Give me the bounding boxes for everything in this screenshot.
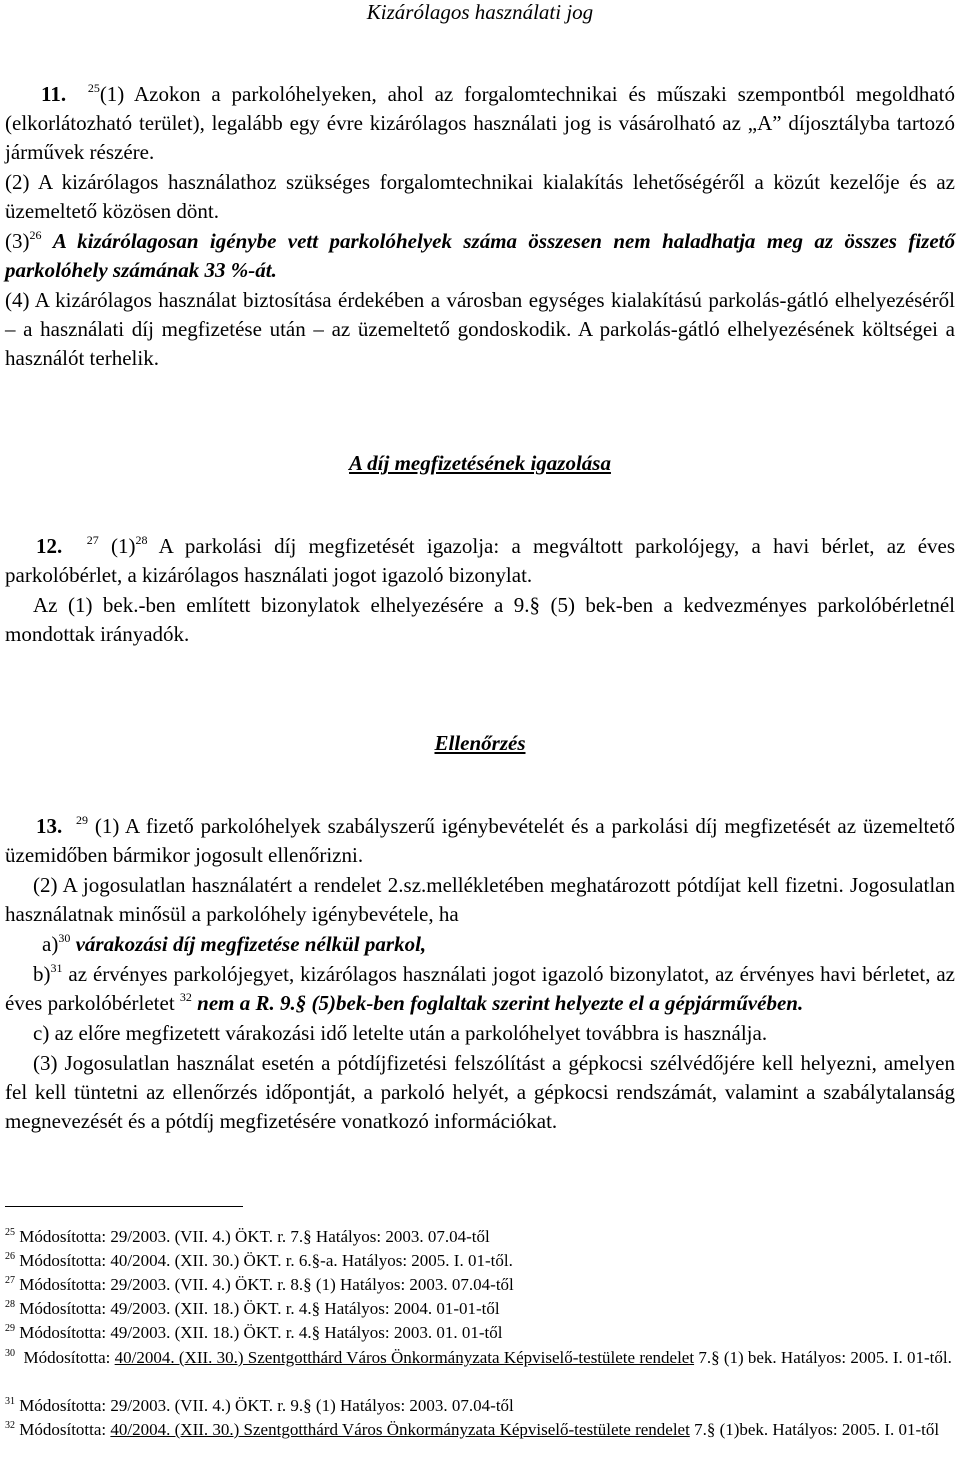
footnote-number: 28 xyxy=(5,1299,15,1310)
footnote-number: 27 xyxy=(5,1275,15,1286)
paragraph-13-2-a xyxy=(5,930,955,959)
footnote-link[interactable]: 40/2004. (XII. 30.) Szentgotthárd Város Önkormányzata Képviselő-testülete rendelet xyxy=(114,1348,695,1367)
footnote-text: Módosította: 49/2003. (XII. 18.) ÖKT. r. 4.§ Hatályos: 2004. 01-01-től xyxy=(19,1299,500,1318)
footnote-number: 31 xyxy=(5,1396,15,1407)
paragraph-text: (2) A jogosulatlan használatért a rendelet 2.sz.mellékletében meghatározott pótdíjat kell fizetni. Jogosulatlan használatnak minősül a parkolóhely igénybevétele, ha xyxy=(5,873,955,926)
paragraph-13-2-c xyxy=(5,1019,955,1048)
footnote-27 xyxy=(5,1273,955,1296)
paragraph-12-2 xyxy=(5,591,955,649)
paragraph-text: Az (1) bek.-ben említett bizonylatok elhelyezésére a 9.§ (5) bek-ben a kedvezményes parkolóbérletnél mondottak irányadók. xyxy=(5,593,955,646)
paragraph-number: 11. xyxy=(41,82,67,106)
section-title-exclusive-use: Kizárólagos használati jog xyxy=(366,0,594,24)
item-text: várakozási díj megfizetése nélkül parkol, xyxy=(75,932,427,956)
paragraph-13-2-b xyxy=(5,960,955,1018)
section-12-body xyxy=(5,532,955,649)
paragraph-prefix: (1) xyxy=(111,534,136,558)
footnote-text: Módosította: 29/2003. (VII. 4.) ÖKT. r. 9.§ (1) Hatályos: 2003. 07.04-től xyxy=(19,1396,514,1415)
footnote-separator xyxy=(5,1206,243,1207)
paragraph-13-1 xyxy=(5,812,955,870)
item-prefix: a) xyxy=(42,932,59,956)
footnote-ref: 25 xyxy=(87,81,100,95)
section-title-payment-proof: A díj megfizetésének igazolása xyxy=(349,451,611,475)
paragraph-prefix: (3) xyxy=(5,229,30,253)
footnote-ref: 30 xyxy=(58,931,71,945)
footnote-text: Módosította: 40/2004. (XII. 30.) ÖKT. r. 6.§-a. Hatályos: 2005. I. 01-től. xyxy=(19,1251,513,1270)
paragraph-text: A kizárólagosan igénybe vett parkolóhelyek száma összesen nem haladhatja meg az összes fizető parkolóhely számának 33 %-át. xyxy=(5,229,955,282)
footnote-text: Módosította: 29/2003. (VII. 4.) ÖKT. r. 7.§ Hatályos: 2003. 07.04-től xyxy=(19,1227,490,1246)
paragraph-11-3 xyxy=(5,227,955,285)
footnote-link[interactable]: 40/2004. (XII. 30.) Szentgotthárd Város Önkormányzata Képviselő-testülete rendelet xyxy=(110,1420,690,1439)
footnote-28 xyxy=(5,1297,955,1320)
footnote-number: 30 xyxy=(5,1348,15,1359)
footnote-number: 29 xyxy=(5,1323,15,1334)
footnote-ref: 27 xyxy=(86,533,99,547)
footnote-text: 7.§ (1) bek. Hatályos: 2005. I. 01-től. xyxy=(698,1348,952,1367)
footnote-ref: 29 xyxy=(75,813,88,827)
item-text: c) az előre megfizetett várakozási idő letelte után a parkolóhelyet továbbra is használja. xyxy=(33,1021,768,1045)
footnote-text: 7.§ (1)bek. Hatályos: 2005. I. 01-től xyxy=(694,1420,940,1439)
footnote-text: Módosította: xyxy=(19,1420,107,1439)
footnote-text: Módosította: 49/2003. (XII. 18.) ÖKT. r. 4.§ Hatályos: 2003. 01. 01-től xyxy=(19,1323,503,1342)
paragraph-text: A parkolási díj megfizetését igazolja: a megváltott parkolójegy, a havi bérlet, az éves parkolóbérlet, a kizárólagos használati jogot igazoló bizonylat. xyxy=(5,534,956,587)
footnote-ref: 32 xyxy=(179,990,192,1004)
paragraph-12-1 xyxy=(5,532,955,590)
footnote-26 xyxy=(5,1249,955,1272)
section-11-body xyxy=(5,80,955,373)
footnote-number: 32 xyxy=(5,1420,15,1431)
footnote-25 xyxy=(5,1225,955,1248)
paragraph-11-1 xyxy=(5,80,955,167)
paragraph-11-4: (4) A kizárólagos használat biztosítása érdekében a városban egységes kialakítású parkolás-gátló elhelyezéséről – a használati díj megfizetése után – az üzemeltető gondoskodik. A parkolás-gátló elhelyezésének költségei a használót terhelik. xyxy=(5,288,955,370)
footnote-32 xyxy=(5,1418,955,1441)
footnote-text: Módosította: xyxy=(23,1348,111,1367)
paragraph-number: 13. xyxy=(36,814,63,838)
item-prefix: b) xyxy=(33,962,51,986)
section-13-body xyxy=(5,812,955,1136)
paragraph-13-2 xyxy=(5,871,955,929)
footnote-29 xyxy=(5,1321,955,1344)
paragraph-text: (1) A fizető parkolóhelyek szabályszerű igénybevételét és a parkolási díj megfizetését az üzemeltető üzemidőben bármikor jogosult ellenőrizni. xyxy=(5,814,956,867)
footnote-ref: 26 xyxy=(29,228,42,242)
paragraph-11-2: (2) A kizárólagos használathoz szükséges forgalomtechnikai kialakítás lehetőségéről a közút kezelője és az üzemeltető közösen dönt. xyxy=(5,170,955,223)
paragraph-text: (3) Jogosulatlan használat esetén a pótdíjfizetési felszólítást a gépkocsi szélvédőjére kell helyezni, amelyen fel kell tüntetni az ellenőrzés időpontját, a parkoló helyét, a gépkocsi rendszámát, valamint a szabálytalanság megnevezését és a pótdíj megfizetésére vonatkozó információkat. xyxy=(5,1051,955,1133)
footnote-text: Módosította: 29/2003. (VII. 4.) ÖKT. r. 8.§ (1) Hatályos: 2003. 07.04-től xyxy=(19,1275,514,1294)
item-text: az érvényes parkolójegyet, kizárólagos használati jogot igazoló bizonylatot, az érvényes havi bérletet, az éves parkolóbérletet xyxy=(5,962,955,1015)
footnote-ref: 28 xyxy=(135,533,148,547)
paragraph-number: 12. xyxy=(36,534,63,558)
paragraph-13-3 xyxy=(5,1049,955,1136)
footnote-31 xyxy=(5,1394,955,1417)
footnote-30 xyxy=(5,1346,955,1369)
footnote-number: 25 xyxy=(5,1227,15,1238)
footnote-number: 26 xyxy=(5,1251,15,1262)
paragraph-text: (1) Azokon a parkolóhelyeken, ahol az forgalomtechnikai és műszaki szempontból megoldható (elkorlátozható terület), legalább egy évre kizárólagos használati jog is vásárolható az „A” díjosztályba tartozó járművek részére. xyxy=(5,82,955,164)
section-title-control: Ellenőrzés xyxy=(434,731,526,755)
footnote-ref: 31 xyxy=(50,961,63,975)
item-bold-text: nem a R. 9.§ (5)bek-ben foglaltak szerint helyezte el a gépjárművében. xyxy=(197,991,804,1015)
